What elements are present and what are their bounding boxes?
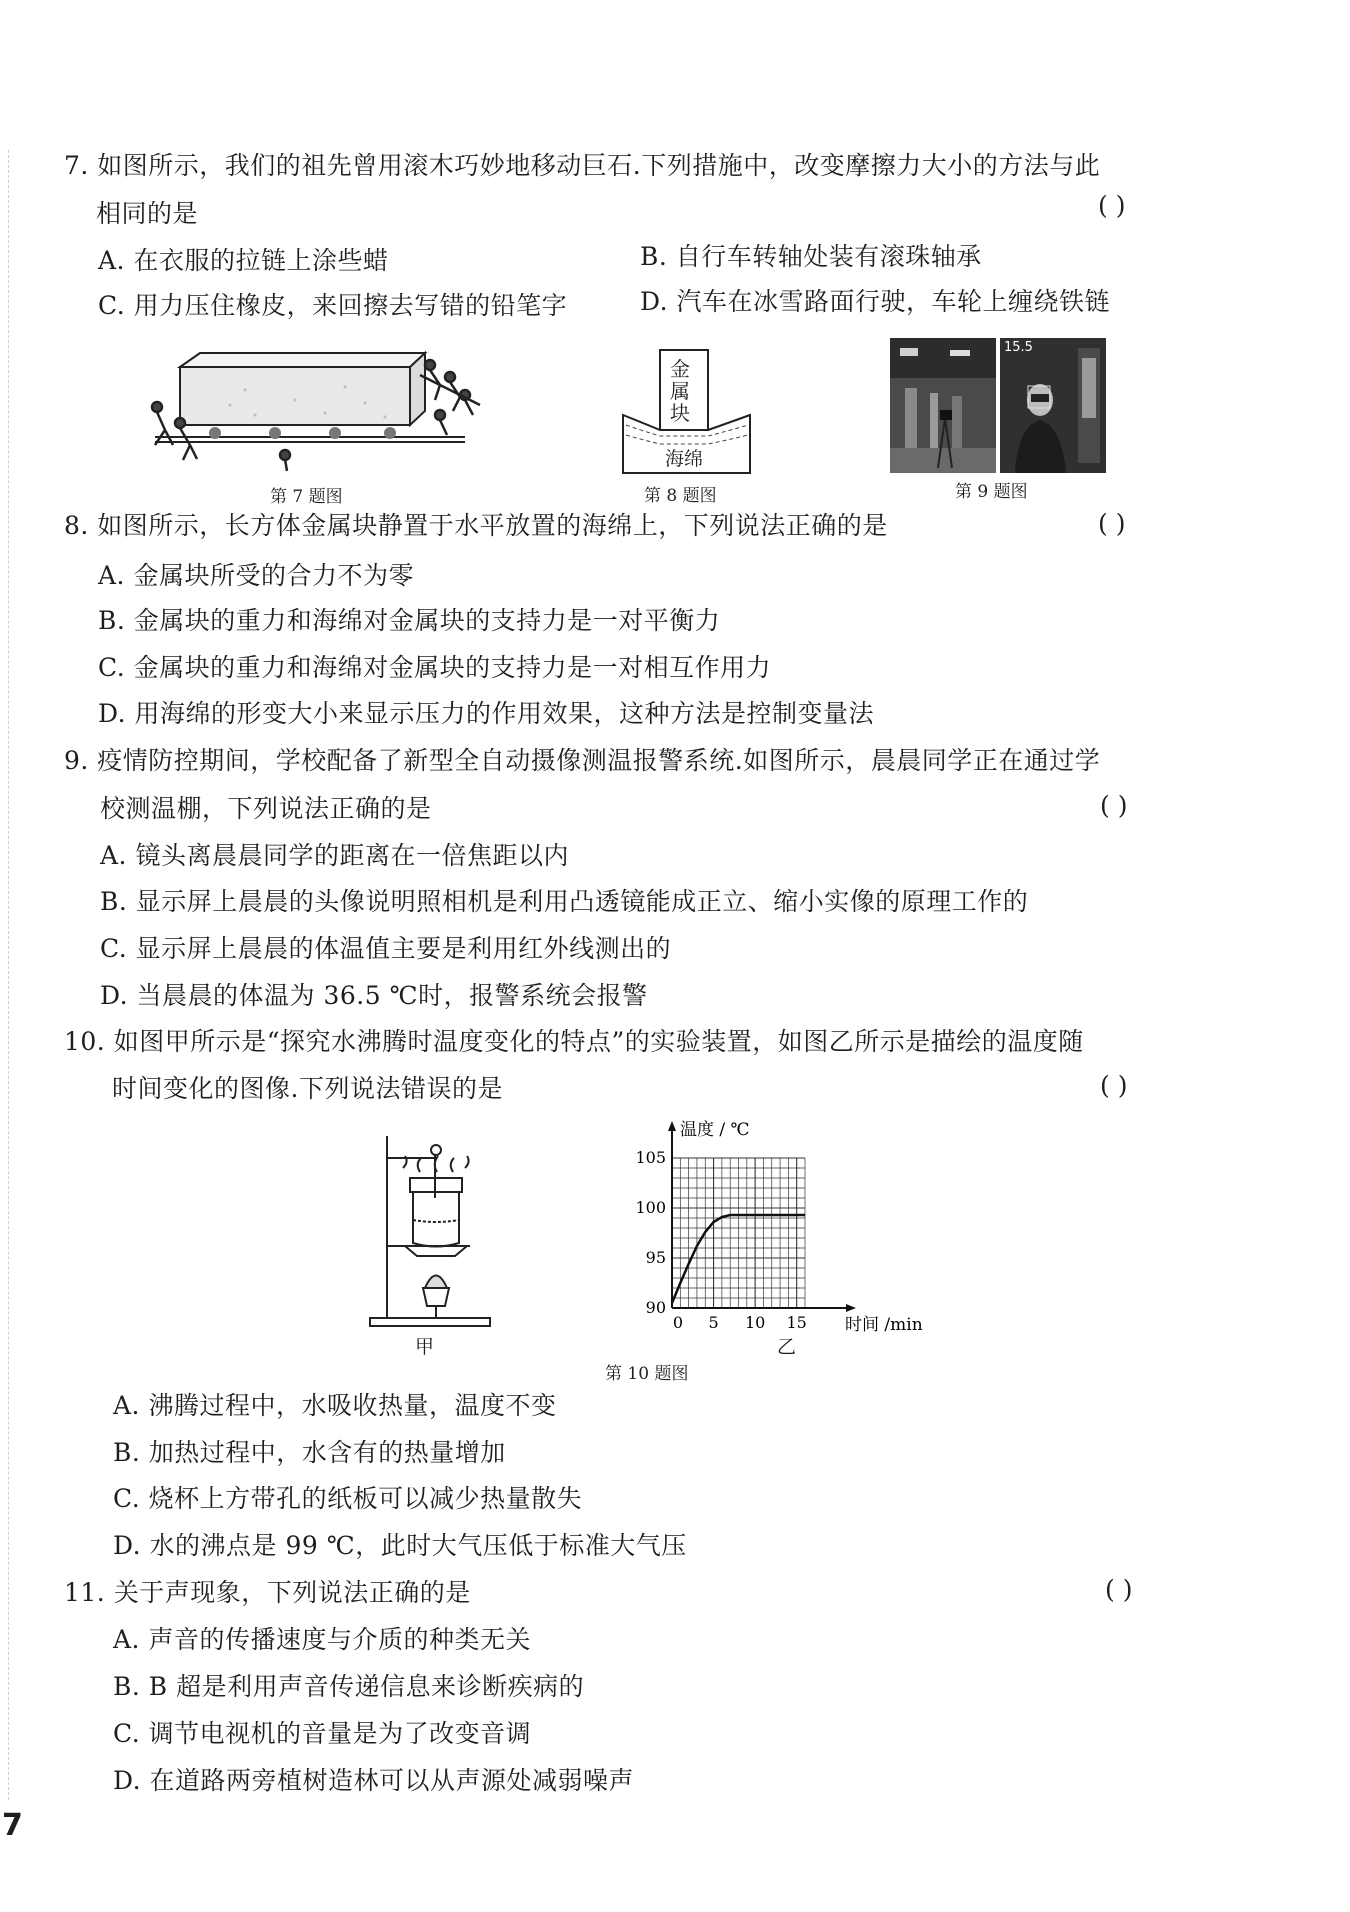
q11-option-c: C. 调节电视机的音量是为了改变音调 xyxy=(113,1719,532,1748)
figure-9-caption: 第 9 题图 xyxy=(955,482,1028,502)
q8-answer-blank: ( ) xyxy=(1098,509,1126,538)
q10-answer-blank: ( ) xyxy=(1100,1071,1128,1100)
q9-option-c: C. 显示屏上晨晨的体温值主要是利用红外线测出的 xyxy=(100,934,672,963)
q11-option-a: A. 声音的传播速度与介质的种类无关 xyxy=(113,1625,531,1654)
q8-stem: 8. 如图所示，长方体金属块静置于水平放置的海绵上，下列说法正确的是 xyxy=(64,511,888,540)
binding-margin-line xyxy=(8,150,10,1800)
chart-y-tick-label: 90 xyxy=(645,1298,666,1317)
figure-8-sponge-label: 海绵 xyxy=(665,448,704,470)
figure-9-temperature-readout: 15.5 xyxy=(1004,340,1033,355)
figure-10-jia-label: 甲 xyxy=(415,1336,435,1358)
q7-stem-line1: 7. 如图所示，我们的祖先曾用滚木巧妙地移动巨石.下列措施中，改变摩擦力大小的方法与此 xyxy=(64,151,1101,180)
q10-option-a: A. 沸腾过程中，水吸收热量，温度不变 xyxy=(113,1391,557,1420)
page-number: 7 xyxy=(2,1808,23,1843)
figure-10-yi-chart xyxy=(630,1115,940,1340)
figure-9-photo-right xyxy=(1000,338,1106,473)
q10-option-c: C. 烧杯上方带孔的纸板可以减少热量散失 xyxy=(113,1484,583,1513)
figure-9-photo-left xyxy=(890,338,996,473)
q7-stem-line2: 相同的是 xyxy=(96,199,199,228)
chart-y-tick-label: 95 xyxy=(645,1248,666,1267)
q8-option-a: A. 金属块所受的合力不为零 xyxy=(98,561,414,590)
q11-option-b: B. B 超是利用声音传递信息来诊断疾病的 xyxy=(113,1672,585,1701)
q7-option-b: B. 自行车转轴处装有滚珠轴承 xyxy=(640,242,982,271)
chart-y-tick-label: 100 xyxy=(635,1198,666,1217)
figure-10-caption: 第 10 题图 xyxy=(605,1364,689,1384)
figure-8-caption: 第 8 题图 xyxy=(644,486,717,506)
q11-option-d: D. 在道路两旁植树造林可以从声源处减弱噪声 xyxy=(113,1766,635,1795)
figure-10-yi-label: 乙 xyxy=(777,1336,797,1358)
chart-y-axis-arrow xyxy=(668,1121,676,1131)
figure-7-rolling-stone xyxy=(135,345,485,475)
chart-x-tick-label: 5 xyxy=(708,1313,719,1332)
q10-option-d: D. 水的沸点是 99 ℃，此时大气压低于标准大气压 xyxy=(113,1531,687,1560)
q9-option-d: D. 当晨晨的体温为 36.5 ℃时，报警系统会报警 xyxy=(100,981,648,1010)
q8-option-d: D. 用海绵的形变大小来显示压力的作用效果，这种方法是控制变量法 xyxy=(98,699,875,728)
q9-answer-blank: ( ) xyxy=(1100,791,1128,820)
chart-x-axis-label: 时间 /min xyxy=(845,1315,923,1335)
q9-stem-line2: 校测温棚，下列说法正确的是 xyxy=(100,794,432,823)
figure-8-block-label: 金属块 xyxy=(670,357,690,425)
q9-stem-line1: 9. 疫情防控期间，学校配备了新型全自动摄像测温报警系统.如图所示，晨晨同学正在通过学 xyxy=(64,746,1101,775)
q11-stem: 11. 关于声现象，下列说法正确的是 xyxy=(64,1578,471,1607)
q9-option-b: B. 显示屏上晨晨的头像说明照相机是利用凸透镜能成正立、缩小实像的原理工作的 xyxy=(100,887,1029,916)
q10-stem-line2: 时间变化的图像.下列说法错误的是 xyxy=(112,1074,503,1103)
chart-x-tick-label: 0 xyxy=(672,1313,684,1332)
q10-option-b: B. 加热过程中，水含有的热量增加 xyxy=(113,1438,506,1467)
chart-x-tick-label: 15 xyxy=(786,1313,807,1332)
q8-option-b: B. 金属块的重力和海绵对金属块的支持力是一对平衡力 xyxy=(98,606,721,635)
q7-option-d: D. 汽车在冰雪路面行驶，车轮上缠绕铁链 xyxy=(640,287,1111,316)
figure-7-caption: 第 7 题图 xyxy=(270,487,343,507)
q7-option-c: C. 用力压住橡皮，来回擦去写错的铅笔字 xyxy=(98,291,568,320)
chart-x-tick-label: 10 xyxy=(744,1313,766,1332)
q7-option-a: A. 在衣服的拉链上涂些蜡 xyxy=(98,246,389,275)
chart-y-tick-label: 105 xyxy=(635,1148,666,1167)
q11-answer-blank: ( ) xyxy=(1105,1575,1133,1604)
q7-answer-blank: ( ) xyxy=(1098,191,1126,220)
q10-stem-line1: 10. 如图甲所示是“探究水沸腾时温度变化的特点”的实验装置，如图乙所示是描绘的温度随 xyxy=(64,1027,1084,1056)
q9-option-a: A. 镜头离晨晨同学的距离在一倍焦距以内 xyxy=(100,841,569,870)
figure-10-jia-apparatus xyxy=(365,1128,495,1328)
chart-grid xyxy=(672,1158,805,1308)
q8-option-c: C. 金属块的重力和海绵对金属块的支持力是一对相互作用力 xyxy=(98,653,772,682)
chart-x-axis-arrow xyxy=(846,1304,856,1312)
chart-y-axis-label: 温度 / ℃ xyxy=(680,1120,750,1140)
